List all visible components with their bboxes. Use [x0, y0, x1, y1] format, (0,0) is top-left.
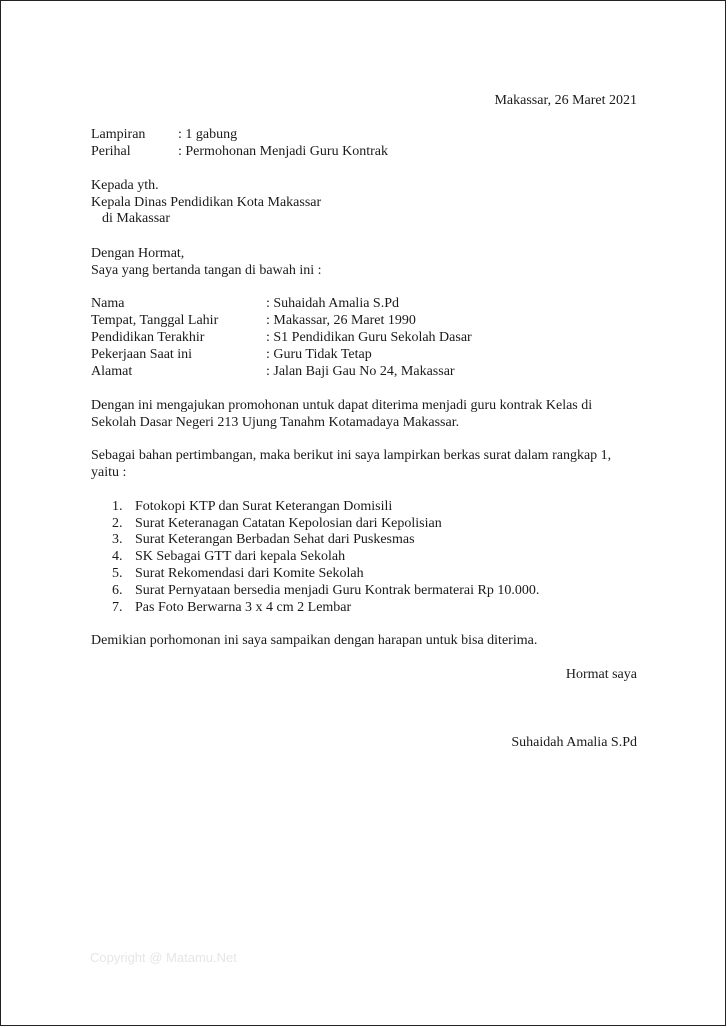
identity-value-pendidikan: : S1 Pendidikan Guru Sekolah Dasar	[266, 330, 472, 345]
list-item: Surat Rekomendasi dari Komite Sekolah	[135, 566, 364, 581]
paragraph-attachments-line1: Sebagai bahan pertimbangan, maka berikut ini saya lampirkan berkas surat dalam rangkap 1,	[91, 448, 612, 463]
list-item: Pas Foto Berwarna 3 x 4 cm 2 Lembar	[135, 600, 352, 615]
copyright-watermark: Copyright @ Matamu.Net	[90, 950, 237, 965]
list-item-number: 4.	[112, 549, 123, 564]
list-item: Fotokopi KTP dan Surat Keterangan Domisili	[135, 499, 393, 514]
list-item: Surat Pernyataan bersedia menjadi Guru Kontrak bermaterai Rp 10.000.	[135, 583, 540, 598]
list-item: Surat Keteranagan Catatan Kepolosian dari Kepolisian	[135, 516, 442, 531]
meta-value-perihal: : Permohonan Menjadi Guru Kontrak	[178, 144, 388, 159]
signer-name: Suhaidah Amalia S.Pd	[511, 735, 637, 750]
identity-label-alamat: Alamat	[91, 364, 133, 379]
greeting: Dengan Hormat,	[91, 246, 185, 261]
recipient-line1: Kepada yth.	[91, 178, 159, 193]
list-item-number: 1.	[112, 499, 123, 514]
meta-label-perihal: Perihal	[91, 144, 131, 159]
list-item-number: 7.	[112, 600, 123, 615]
intro-text: Saya yang bertanda tangan di bawah ini :	[91, 263, 322, 278]
meta-label-lampiran: Lampiran	[91, 127, 146, 142]
recipient-line3: di Makassar	[102, 211, 171, 226]
paragraph-request-line2: Sekolah Dasar Negeri 213 Ujung Tanahm Kotamadaya Makassar.	[91, 415, 460, 430]
list-item-number: 3.	[112, 532, 123, 547]
meta-value-lampiran: : 1 gabung	[178, 127, 238, 142]
letter-date: Makassar, 26 Maret 2021	[494, 93, 637, 108]
closing-text: Demikian porhomonan ini saya sampaikan dengan harapan untuk bisa diterima.	[91, 633, 538, 648]
list-item-number: 2.	[112, 516, 123, 531]
list-item-number: 6.	[112, 583, 123, 598]
identity-value-alamat: : Jalan Baji Gau No 24, Makassar	[266, 364, 455, 379]
identity-value-nama: : Suhaidah Amalia S.Pd	[266, 296, 399, 311]
identity-value-ttl: : Makassar, 26 Maret 1990	[266, 313, 416, 328]
paragraph-request-line1: Dengan ini mengajukan promohonan untuk dapat diterima menjadi guru kontrak Kelas di	[91, 398, 593, 413]
identity-value-pekerjaan: : Guru Tidak Tetap	[266, 347, 372, 362]
identity-label-pekerjaan: Pekerjaan Saat ini	[91, 347, 193, 362]
list-item: Surat Keterangan Berbadan Sehat dari Puskesmas	[135, 532, 415, 547]
identity-label-nama: Nama	[91, 296, 125, 311]
identity-label-ttl: Tempat, Tanggal Lahir	[91, 313, 219, 328]
sign-off: Hormat saya	[565, 667, 637, 682]
recipient-line2: Kepala Dinas Pendidikan Kota Makassar	[91, 195, 322, 210]
identity-label-pendidikan: Pendidikan Terakhir	[91, 330, 205, 345]
list-item-number: 5.	[112, 566, 123, 581]
paragraph-attachments-line2: yaitu :	[91, 465, 127, 480]
list-item: SK Sebagai GTT dari kepala Sekolah	[135, 549, 346, 564]
